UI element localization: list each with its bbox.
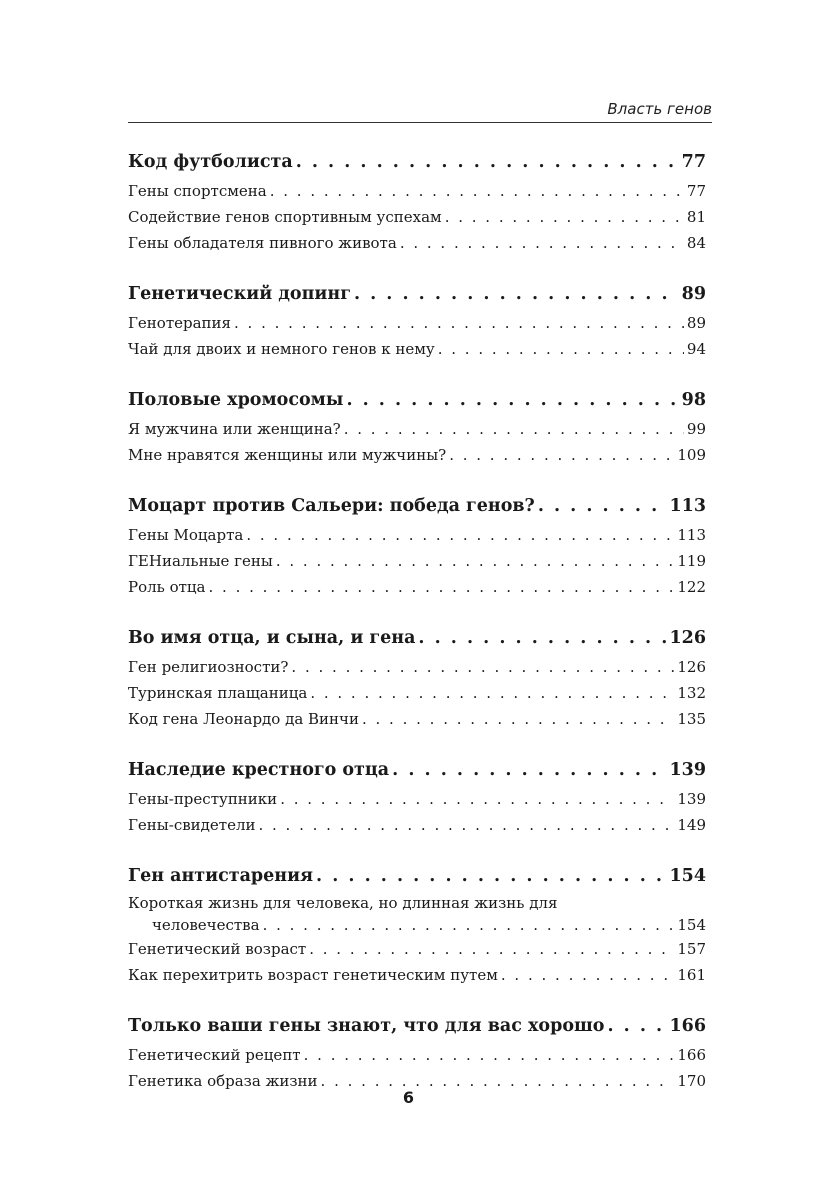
dot-leader [445, 204, 684, 230]
dot-leader [316, 861, 666, 891]
toc-entry[interactable] [128, 310, 706, 336]
entry-page: 84 [686, 234, 706, 252]
toc-entry[interactable] [128, 178, 706, 204]
chapter-title: Только ваши гены знают, что для вас хорошо [128, 1016, 605, 1036]
chapter-title: Во имя отца, и сына, и гена [128, 628, 416, 648]
dot-leader [449, 442, 674, 468]
dot-leader [258, 812, 674, 838]
dot-leader [310, 680, 674, 706]
chapter-title: Моцарт против Сальери: победа генов? [128, 496, 535, 516]
page-number: 6 [402, 1088, 415, 1107]
entry-title: Гены спортсмена [128, 182, 267, 200]
toc-entry[interactable] [128, 1042, 706, 1068]
entry-title: Как перехитрить возраст генетическим путем [128, 966, 498, 984]
chapter-page: 154 [669, 866, 706, 886]
toc-section [128, 385, 706, 468]
toc-section [128, 279, 706, 362]
dot-leader [607, 1011, 666, 1041]
toc-section [128, 755, 706, 838]
toc-chapter[interactable] [128, 755, 706, 785]
entry-page: 122 [677, 578, 706, 596]
entry-title: Ген религиозности? [128, 658, 289, 676]
dot-leader [309, 936, 674, 962]
toc-entry[interactable] [128, 574, 706, 600]
toc-chapter[interactable] [128, 147, 706, 177]
entry-title: ГЕНиальные гены [128, 552, 273, 570]
toc-chapter[interactable] [128, 623, 706, 653]
entry-page: 154 [677, 916, 706, 934]
chapter-title: Генетический допинг [128, 284, 351, 304]
entry-title: Генетический возраст [128, 940, 307, 958]
toc-section [128, 491, 706, 600]
entry-page: 170 [677, 1072, 706, 1090]
entry-title: Код гена Леонардо да Винчи [128, 710, 359, 728]
chapter-page: 77 [681, 152, 706, 172]
dot-leader [344, 416, 684, 442]
chapter-page: 139 [669, 760, 706, 780]
entry-page: 135 [677, 710, 706, 728]
toc-entry[interactable] [128, 962, 706, 988]
entry-title: Генетический рецепт [128, 1046, 301, 1064]
toc-section [128, 623, 706, 732]
entry-title: Роль отца [128, 578, 206, 596]
toc-section [128, 147, 706, 256]
table-of-contents [128, 147, 706, 1117]
entry-page: 94 [686, 340, 706, 358]
toc-section [128, 861, 706, 988]
toc-chapter[interactable] [128, 279, 706, 309]
chapter-page: 166 [669, 1016, 706, 1036]
entry-page: 139 [677, 790, 706, 808]
entry-title: Туринская плащаница [128, 684, 308, 702]
entry-title: Чай для двоих и немного генов к нему [128, 340, 435, 358]
dot-leader [276, 548, 675, 574]
entry-title-continuation: человечества [152, 916, 260, 934]
dot-leader [418, 623, 666, 653]
dot-leader [291, 654, 674, 680]
header-rule [128, 122, 712, 123]
toc-entry[interactable] [128, 548, 706, 574]
toc-chapter[interactable] [128, 1011, 706, 1041]
dot-leader [538, 491, 667, 521]
chapter-title: Ген антистарения [128, 866, 314, 886]
toc-section [128, 1011, 706, 1094]
entry-page: 126 [677, 658, 706, 676]
chapter-page: 98 [681, 390, 706, 410]
entry-title: Я мужчина или женщина? [128, 420, 341, 438]
toc-entry[interactable] [128, 654, 706, 680]
toc-entry[interactable] [128, 442, 706, 468]
chapter-title: Половые хромосомы [128, 390, 344, 410]
toc-entry[interactable] [128, 416, 706, 442]
dot-leader [362, 706, 674, 732]
toc-entry[interactable] [128, 336, 706, 362]
dot-leader [263, 914, 675, 936]
entry-page: 157 [677, 940, 706, 958]
chapter-title: Наследие крестного отца [128, 760, 390, 780]
toc-chapter[interactable] [128, 385, 706, 415]
entry-title: Содействие генов спортивным успехам [128, 208, 442, 226]
entry-title: Гены Моцарта [128, 526, 244, 544]
toc-entry[interactable] [128, 706, 706, 732]
dot-leader [296, 147, 679, 177]
entry-page: 166 [677, 1046, 706, 1064]
entry-page: 89 [686, 314, 706, 332]
entry-title: Короткая жизнь для человека, но длинная жизнь для [128, 894, 558, 912]
dot-leader [209, 574, 675, 600]
toc-chapter[interactable] [128, 861, 706, 891]
toc-entry[interactable] [128, 936, 706, 962]
entry-page: 113 [677, 526, 706, 544]
entry-title: Мне нравятся женщины или мужчины? [128, 446, 447, 464]
toc-entry[interactable] [128, 812, 706, 838]
chapter-page: 89 [681, 284, 706, 304]
toc-entry[interactable] [128, 204, 706, 230]
entry-title: Гены-свидетели [128, 816, 256, 834]
entry-page: 81 [686, 208, 706, 226]
toc-entry-multiline[interactable] [128, 892, 706, 936]
toc-entry[interactable] [128, 230, 706, 256]
toc-entry[interactable] [128, 680, 706, 706]
running-title: Власть генов [607, 100, 712, 118]
entry-page: 119 [677, 552, 706, 570]
dot-leader [346, 385, 678, 415]
chapter-title: Код футболиста [128, 152, 293, 172]
dot-leader [270, 178, 684, 204]
dot-leader [400, 230, 684, 256]
dot-leader [304, 1042, 675, 1068]
dot-leader [438, 336, 684, 362]
dot-leader [234, 310, 684, 336]
dot-leader [501, 962, 674, 988]
toc-entry[interactable] [128, 786, 706, 812]
entry-title: Гены обладателя пивного живота [128, 234, 397, 252]
entry-page: 132 [677, 684, 706, 702]
entry-title: Гены-преступники [128, 790, 278, 808]
entry-page: 149 [677, 816, 706, 834]
entry-page: 161 [677, 966, 706, 984]
entry-page: 77 [686, 182, 706, 200]
dot-leader [354, 279, 679, 309]
toc-chapter[interactable] [128, 491, 706, 521]
dot-leader [392, 755, 666, 785]
entry-title: Генотерапия [128, 314, 232, 332]
chapter-page: 126 [669, 628, 706, 648]
toc-entry[interactable] [128, 522, 706, 548]
entry-page: 99 [686, 420, 706, 438]
entry-title: Генетика образа жизни [128, 1072, 318, 1090]
entry-continuation [128, 914, 706, 936]
chapter-page: 113 [669, 496, 706, 516]
dot-leader [280, 786, 674, 812]
entry-page: 109 [677, 446, 706, 464]
dot-leader [246, 522, 674, 548]
